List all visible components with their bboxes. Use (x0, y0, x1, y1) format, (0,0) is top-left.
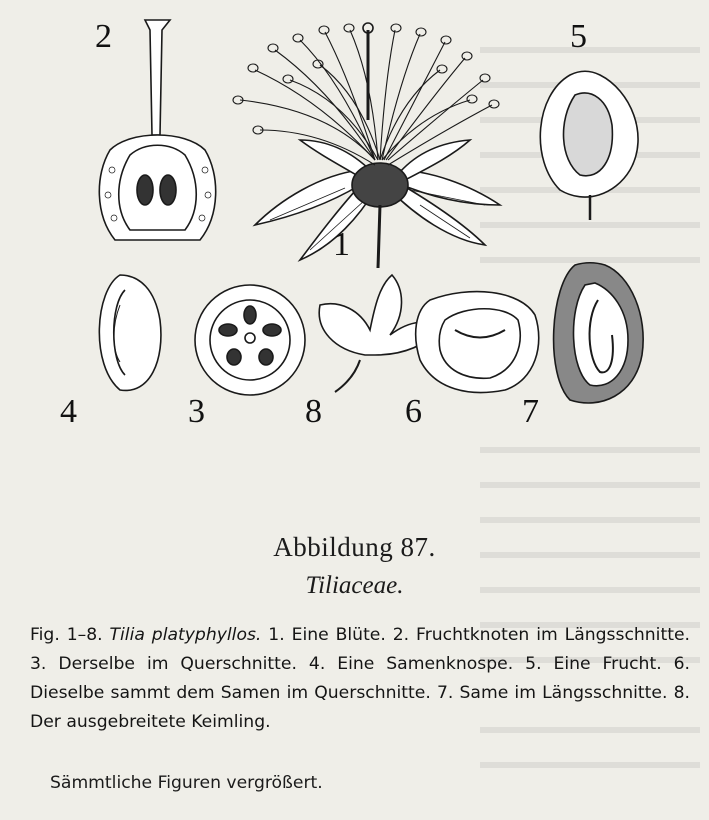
figure-title: Abbildung 87. (273, 532, 436, 562)
legend-species: Tilia platyphyllos. (109, 625, 262, 645)
magnification-note: Sämmtliche Figuren vergrößert. (50, 773, 323, 793)
fig-number-6: 6 (405, 393, 422, 430)
family-name: Tiliaceae. (305, 572, 404, 599)
fig1-flower-drawing (233, 23, 500, 268)
fig-number-4: 4 (60, 393, 77, 430)
figure-legend (30, 621, 690, 737)
fig6-fruit-cross-section (416, 292, 539, 393)
fig2-ovary-section (99, 20, 215, 240)
fig-number-7: 7 (522, 393, 539, 430)
fig-number-2: 2 (95, 18, 112, 55)
fig4-ovule-drawing (99, 275, 161, 390)
fig3-ovary-cross-section (195, 285, 305, 395)
fig-number-3: 3 (188, 393, 205, 430)
fig-number-1: 1 (333, 226, 350, 263)
legend-prefix: Fig. 1–8. (30, 625, 103, 645)
fig-number-5: 5 (570, 18, 587, 55)
fig-number-8: 8 (305, 393, 322, 430)
legend-text: 1. Eine Blüte. 2. Fruchtknoten im Längsschnitte. 3. Derselbe im Querschnitte. 4. Eine Samenknospe. 5. Eine Frucht. 6. Dieselbe sammt dem Samen im Querschnitte. 7. Same im Längsschnitte. 8. Der ausgebreitete Keimling. (30, 625, 690, 732)
fig5-fruit-drawing (540, 71, 638, 220)
fig7-seed-section (554, 263, 644, 403)
